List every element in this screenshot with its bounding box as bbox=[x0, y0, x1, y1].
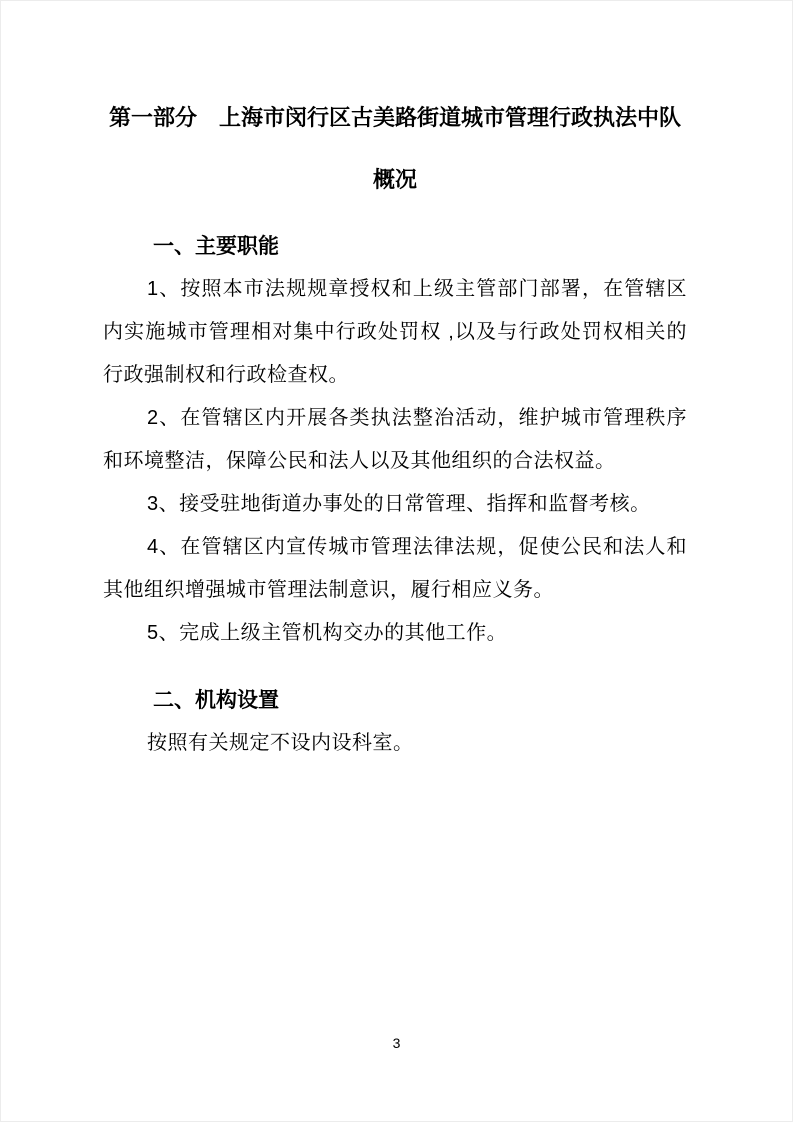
document-title bbox=[103, 87, 687, 211]
document-content bbox=[1, 1, 792, 765]
document-title-line-1: 第一部分 上海市闵行区古美路街道城市管理行政执法中队 bbox=[108, 105, 681, 130]
section-organization bbox=[103, 679, 687, 765]
body-paragraph-6: 按照有关规定不设内设科室。 bbox=[147, 732, 414, 754]
body-paragraph-2: 2、在管辖区内开展各类执法整治活动，维护城市管理秩序和环境整洁，保障公民和法人以及其他组织的合法权益。 bbox=[103, 407, 687, 472]
section-heading-organization: 二、机构设置 bbox=[153, 688, 279, 712]
page-number: 3 bbox=[392, 1035, 401, 1051]
document-title-line-2: 概况 bbox=[372, 167, 417, 192]
body-paragraph-1: 1、按照本市法规规章授权和上级主管部门部署，在管辖区内实施城市管理相对集中行政处罚权 ,以及与行政处罚权相关的行政强制权和行政检查权。 bbox=[103, 278, 687, 386]
section-main-duties bbox=[103, 225, 687, 655]
section-heading-main-duties: 一、主要职能 bbox=[153, 234, 279, 258]
body-paragraph-4: 4、在管辖区内宣传城市管理法律法规，促使公民和法人和其他组织增强城市管理法制意识，履行相应义务。 bbox=[103, 536, 687, 601]
body-paragraph-5: 5、完成上级主管机构交办的其他工作。 bbox=[147, 622, 508, 644]
body-paragraph-3: 3、接受驻地街道办事处的日常管理、指挥和监督考核。 bbox=[147, 493, 651, 515]
